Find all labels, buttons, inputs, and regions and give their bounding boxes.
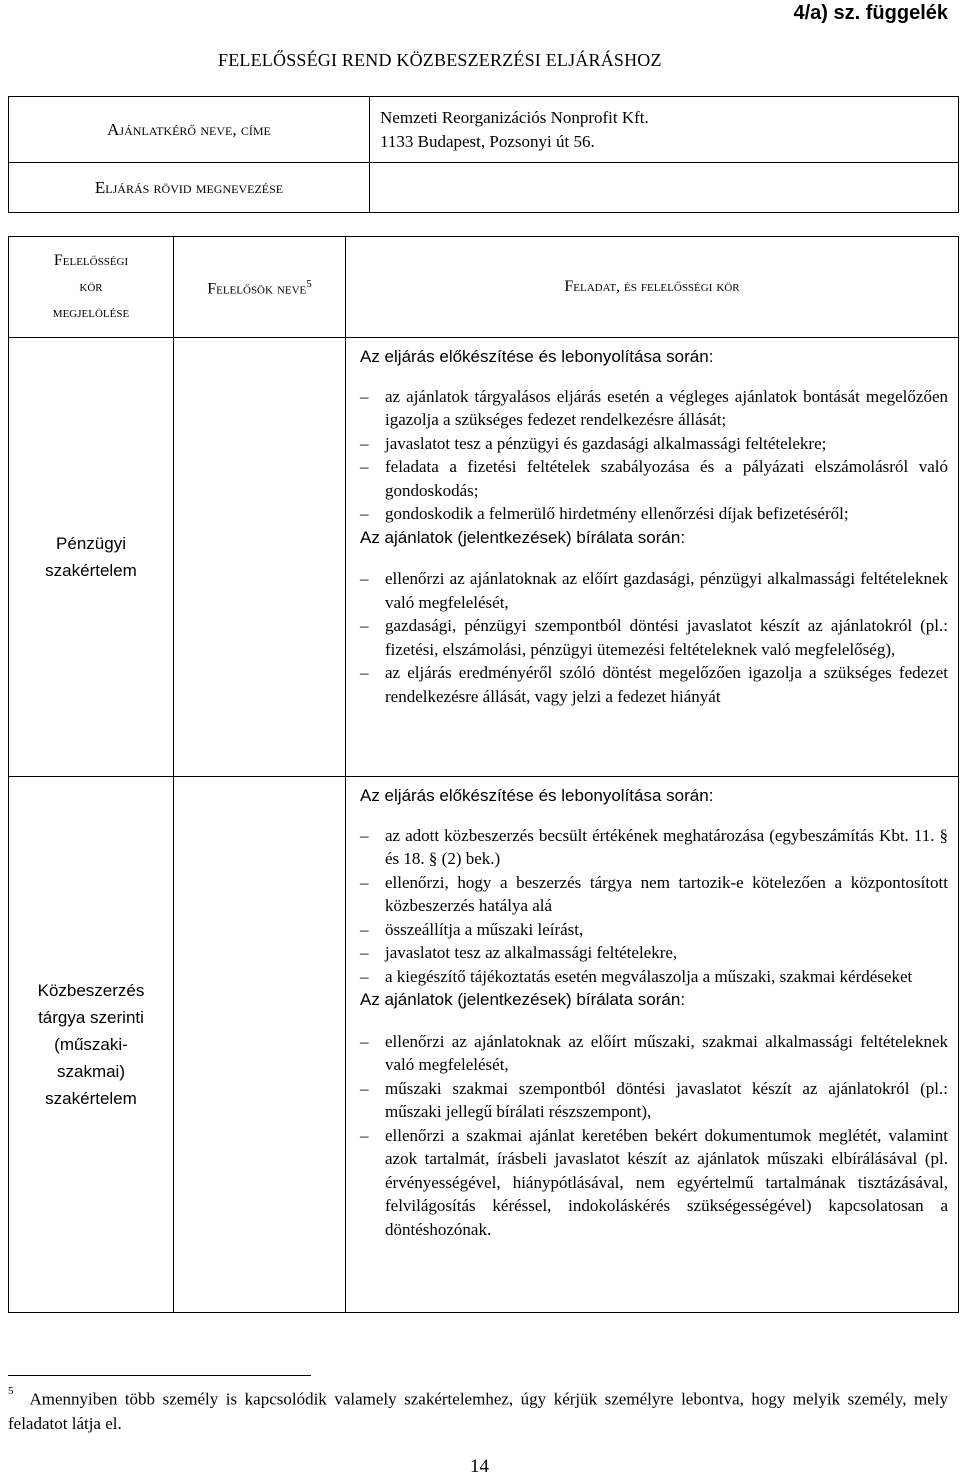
footnote-marker: 5 xyxy=(8,1385,14,1397)
task-item: – gondoskodik a felmerülő hirdetmény ellenőrzési díjak befizetéséről; xyxy=(360,502,948,526)
task-item: – javaslatot tesz az alkalmassági feltételekre, xyxy=(360,941,948,965)
procedure-label: Eljárás rövid megnevezése xyxy=(9,163,370,213)
phase-title: Az eljárás előkészítése és lebonyolítása során: xyxy=(360,786,714,805)
task-list xyxy=(360,567,948,708)
footnote-separator xyxy=(8,1375,311,1376)
footnote-text: Amennyiben több személy is kapcsolódik valamely szakértelemhez, úgy kérjük személyre lebontva, hogy melyik személy, mely feladatot látja el. xyxy=(8,1389,948,1433)
task-list xyxy=(360,824,948,989)
footnote xyxy=(8,1383,948,1436)
task-item: – a kiegészítő tájékoztatás esetén megválaszolja a műszaki, szakmai kérdéseket xyxy=(360,965,948,989)
role-technical xyxy=(9,777,174,1313)
task-item: – gazdasági, pénzügyi szempontból döntési javaslatot készít az ajánlatokról (pl.: fizetési, elszámolási, pénzügyi ütemezési feltételeknek való megfelelőség), xyxy=(360,614,948,661)
task-item: – műszaki szakmai szempontból döntési javaslatot készít az ajánlatokról (pl.: műszaki jellegű bírálati részszempont), xyxy=(360,1077,948,1124)
document-title: FELELŐSSÉGI REND KÖZBESZERZÉSI ELJÁRÁSHOZ xyxy=(218,50,662,70)
task-item: – összeállítja a műszaki leírást, xyxy=(360,918,948,942)
persons-header-text: Felelősök neve xyxy=(207,280,307,298)
tasks-cell-financial xyxy=(346,338,959,777)
role-line: (műszaki- xyxy=(54,1035,128,1054)
task-item: – az adott közbeszerzés becsült értékének meghatározása (egybeszámítás Kbt. 11. § és 18. § (2) bek.) xyxy=(360,824,948,871)
role-line: Közbeszerzés xyxy=(37,981,145,1000)
phase-title: Az ajánlatok (jelentkezések) bírálata során: xyxy=(360,527,686,547)
role-line: szakmai) xyxy=(56,1062,125,1081)
task-item: – javaslatot tesz a pénzügyi és gazdasági alkalmassági feltételekre; xyxy=(360,432,948,456)
scope-header-line-3: megjelölése xyxy=(52,304,130,321)
task-list xyxy=(360,385,948,526)
task-item: – ellenőrzi az ajánlatoknak az előírt gazdasági, pénzügyi alkalmassági feltételeknek való megfelelését, xyxy=(360,567,948,614)
tasks-cell-technical xyxy=(346,777,959,1313)
appendix-label: 4/a) sz. függelék xyxy=(793,2,948,24)
responsibility-table xyxy=(8,236,959,1313)
scope-column-header xyxy=(9,237,174,338)
page-number: 14 xyxy=(470,1456,489,1477)
scope-header-line-1: Felelősségi xyxy=(53,252,129,269)
role-line: Pénzügyi xyxy=(56,534,126,553)
requester-name: Nemzeti Reorganizációs Nonprofit Kft. xyxy=(380,107,649,127)
task-item: – feladata a fizetési feltételek szabályozása és a pályázati elszámolásról való gondoskodás; xyxy=(360,455,948,502)
scope-header-line-2: kör xyxy=(79,278,103,295)
role-line: szakértelem xyxy=(45,561,137,580)
requester-address: 1133 Budapest, Pozsonyi út 56. xyxy=(380,131,595,151)
persons-column-header xyxy=(174,237,346,338)
task-list xyxy=(360,1030,948,1242)
role-line: szakértelem xyxy=(45,1089,137,1108)
persons-cell-financial xyxy=(174,338,346,777)
task-item: – az ajánlatok tárgyalásos eljárás esetén a végleges ajánlatok bontását megelőzően igazolja a szükséges fedezet rendelkezésre állását; xyxy=(360,385,948,432)
requester-value xyxy=(370,97,959,163)
footnote-ref: 5 xyxy=(306,278,312,291)
requester-label: Ajánlatkérő neve, címe xyxy=(9,97,370,163)
task-item: – ellenőrzi a szakmai ajánlat keretében bekért dokumentumok meglétét, valamint azok tartalmát, írásbeli javaslatot készít az ajánlatok műszaki elbírálásával (pl. érvényességével, hiánypótlásával, nem egyértelmű tartalmának tisztázásával, felvilágosítás kéréssel, indokoláskérés szükségességével) kapcsolatosan a döntéshozónak. xyxy=(360,1124,948,1242)
role-line: tárgya szerinti xyxy=(38,1008,144,1027)
phase-title: Az eljárás előkészítése és lebonyolítása során: xyxy=(360,347,714,366)
role-financial xyxy=(9,338,174,777)
task-item: – ellenőrzi az ajánlatoknak az előírt műszaki, szakmai alkalmassági feltételeknek való megfelelését, xyxy=(360,1030,948,1077)
task-item: – ellenőrzi, hogy a beszerzés tárgya nem tartozik-e kötelezően a központosított közbeszerzés hatálya alá xyxy=(360,871,948,918)
tasks-column-header: Feladat, és felelősségi kör xyxy=(346,237,959,338)
header-table xyxy=(8,96,959,213)
task-item: – az eljárás eredményéről szóló döntést megelőzően igazolja a szükséges fedezet rendelkezésre állását, vagy jelzi a fedezet hiányát xyxy=(360,661,948,708)
phase-title: Az ajánlatok (jelentkezések) bírálata során: xyxy=(360,990,686,1009)
procedure-value xyxy=(370,163,959,213)
persons-cell-technical xyxy=(174,777,346,1313)
